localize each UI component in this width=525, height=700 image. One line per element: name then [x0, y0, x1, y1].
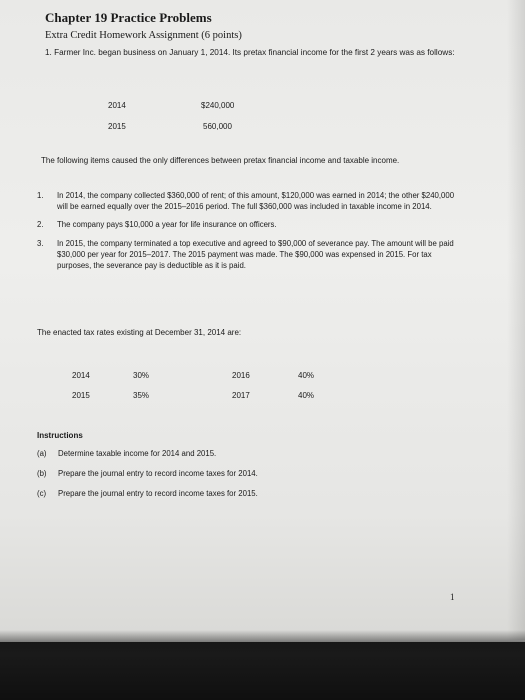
income-year-cell: 2015 [108, 122, 126, 131]
rate-year-cell: 2015 [72, 391, 90, 400]
list-item-number: 1. [37, 191, 44, 200]
instruction-text: Prepare the journal entry to record income taxes for 2015. [58, 489, 258, 498]
instruction-marker: (a) [37, 449, 47, 458]
list-item-text: In 2014, the company collected $360,000 of rent; of this amount, $120,000 was earned in 2014; the other $240,000 will be earned equally over the 2015–2016 period. The full $360,000 was included in taxable income in 2014. [57, 191, 455, 212]
list-item-text: In 2015, the company terminated a top executive and agreed to $90,000 of severance pay. The amount will be paid $30,000 per year for 2015–2017. The 2015 payment was made. The $90,000 was expensed in 2015. For tax purposes, the severance pay is deductible as it is paid. [57, 238, 454, 271]
list-item [37, 219, 462, 230]
rate-value-cell: 40% [298, 371, 315, 380]
instruction-marker: (c) [37, 489, 47, 498]
desk-background [0, 630, 525, 700]
differences-intro: The following items caused the only differences between pretax financial income and taxable income. [41, 156, 400, 165]
instruction-text: Prepare the journal entry to record income taxes for 2014. [58, 469, 258, 478]
rate-year-cell: 2017 [232, 391, 250, 400]
income-amount-cell: 560,000 [203, 122, 232, 131]
rates-intro: The enacted tax rates existing at December 31, 2014 are: [37, 328, 242, 337]
list-item-number: 3. [37, 238, 44, 248]
assignment-subtitle: Extra Credit Homework Assignment (6 points) [45, 30, 242, 41]
list-item [37, 238, 462, 272]
page-title: Chapter 19 Practice Problems [45, 10, 212, 25]
problem-intro: 1. Farmer Inc. began business on January 1, 2014. Its pretax financial income for the first 2 years was as follows: [45, 48, 455, 57]
page-number: 1 [450, 592, 455, 602]
rate-year-cell: 2016 [232, 371, 250, 380]
list-item [37, 190, 462, 212]
rate-value-cell: 40% [298, 391, 315, 400]
instruction-marker: (b) [37, 469, 47, 478]
differences-list [37, 190, 462, 278]
instruction-text: Determine taxable income for 2014 and 2015. [58, 449, 217, 458]
list-item-text: The company pays $10,000 a year for life insurance on officers. [57, 220, 277, 230]
rate-value-cell: 30% [133, 371, 150, 380]
income-amount-cell: $240,000 [201, 101, 235, 110]
rate-value-cell: 35% [133, 391, 150, 400]
page-edge-shadow [507, 0, 525, 640]
income-year-cell: 2014 [108, 101, 126, 110]
rate-year-cell: 2014 [72, 371, 90, 380]
list-item-number: 2. [37, 220, 44, 230]
instructions-heading: Instructions [37, 431, 83, 440]
